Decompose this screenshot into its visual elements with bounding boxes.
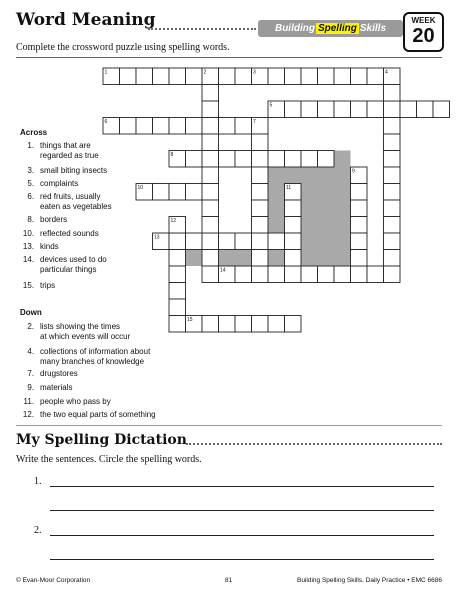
clue-text: drugstores xyxy=(40,369,78,378)
clue-text: kinds xyxy=(40,242,59,251)
cell-number: 4 xyxy=(385,69,388,76)
clue-text: trips xyxy=(40,281,56,290)
cell-number: 8 xyxy=(170,152,174,158)
crossword-cell[interactable] xyxy=(202,250,219,267)
crossword-cell[interactable] xyxy=(219,316,236,333)
crossword-cell[interactable] xyxy=(252,316,269,333)
crossword-cell[interactable] xyxy=(202,316,219,333)
clue-number: 9. xyxy=(27,383,34,392)
write-line-2b[interactable] xyxy=(50,559,434,560)
sentence-number-2: 2. xyxy=(34,525,42,536)
crossword-cell[interactable] xyxy=(285,316,302,333)
cell-number: 2 xyxy=(203,69,207,76)
crossword-cell[interactable] xyxy=(367,101,384,118)
crossword-cell[interactable] xyxy=(285,250,302,267)
crossword-cell[interactable] xyxy=(268,316,285,333)
clue-number: 1. xyxy=(27,141,34,150)
page-title: Word Meaning xyxy=(16,10,156,30)
crossword-cell[interactable] xyxy=(169,283,186,300)
crossword-cell[interactable] xyxy=(252,200,269,217)
crossword-cell[interactable] xyxy=(384,200,401,217)
cell-number: 15 xyxy=(187,317,193,323)
crossword-cell[interactable] xyxy=(186,151,203,168)
clue-number: 15. xyxy=(22,281,34,290)
clue-number: 4. xyxy=(27,347,34,356)
week-number: 20 xyxy=(412,25,435,47)
crossword-cell[interactable] xyxy=(169,299,186,316)
crossword-cell[interactable] xyxy=(186,118,203,135)
crossword-cell[interactable] xyxy=(202,85,219,102)
crossword-cell[interactable] xyxy=(351,233,368,250)
crossword-cell[interactable] xyxy=(285,266,302,283)
series-prefix: Building xyxy=(274,23,315,34)
crossword-cell[interactable] xyxy=(169,184,186,201)
clue-number: 12. xyxy=(22,410,34,419)
crossword-cell[interactable] xyxy=(384,134,401,151)
clue-text: the two equal parts of something xyxy=(40,410,156,419)
crossword-cell[interactable] xyxy=(318,266,335,283)
section-divider xyxy=(16,425,442,426)
dictation-title: My Spelling Dictation xyxy=(16,432,187,448)
crossword-cell[interactable] xyxy=(219,233,236,250)
sentence-number-1: 1. xyxy=(34,476,42,487)
crossword-cell[interactable] xyxy=(120,68,137,85)
clue-text: small biting insects xyxy=(40,166,108,175)
crossword-cell[interactable] xyxy=(219,118,236,135)
crossword-cell[interactable] xyxy=(268,68,285,85)
crossword-cell[interactable] xyxy=(318,101,335,118)
crossword-cell[interactable] xyxy=(285,68,302,85)
crossword-cell[interactable] xyxy=(186,233,203,250)
clue-text: materials xyxy=(40,383,73,392)
crossword-cell[interactable] xyxy=(318,151,335,168)
crossword-cell[interactable] xyxy=(384,266,401,283)
crossword-cell[interactable] xyxy=(202,266,219,283)
write-line-2a[interactable] xyxy=(50,535,434,536)
crossword-cell[interactable] xyxy=(351,250,368,267)
footer-series: Building Spelling Skills, Daily Practice • EMC 6686 xyxy=(297,577,442,584)
crossword-cell[interactable] xyxy=(235,233,252,250)
footer-page-number: 81 xyxy=(225,577,233,584)
crossword-cell[interactable] xyxy=(433,101,450,118)
crossword-cell[interactable] xyxy=(268,266,285,283)
shaded-block xyxy=(318,151,351,267)
clue-number: 11. xyxy=(23,397,34,406)
instructions: Complete the crossword puzzle using spelling words. xyxy=(16,42,230,53)
crossword-cell[interactable] xyxy=(367,266,384,283)
clue-text: things that are regarded as true xyxy=(40,141,99,160)
crossword-cell[interactable] xyxy=(384,184,401,201)
crossword-cell[interactable] xyxy=(384,217,401,234)
crossword-cell[interactable] xyxy=(285,151,302,168)
crossword-cell[interactable] xyxy=(351,266,368,283)
crossword-cell[interactable] xyxy=(351,68,368,85)
crossword-cell[interactable] xyxy=(384,85,401,102)
clue-text: collections of information about many branches of knowledge xyxy=(40,347,151,366)
cell-number: 5 xyxy=(269,102,273,109)
crossword-cell[interactable] xyxy=(252,134,269,151)
clue-number: 3. xyxy=(27,166,34,175)
crossword-cell[interactable] xyxy=(153,68,170,85)
crossword-cell[interactable] xyxy=(202,233,219,250)
crossword-cell[interactable] xyxy=(268,151,285,168)
crossword-cell[interactable] xyxy=(202,217,219,234)
crossword-cell[interactable] xyxy=(219,68,236,85)
crossword-cell[interactable] xyxy=(351,184,368,201)
crossword-cell[interactable] xyxy=(252,167,269,184)
crossword-cell[interactable] xyxy=(169,118,186,135)
week-label: WEEK xyxy=(411,16,436,25)
crossword-cell[interactable] xyxy=(235,68,252,85)
crossword-cell[interactable] xyxy=(351,101,368,118)
crossword-cell[interactable] xyxy=(252,217,269,234)
crossword-cell[interactable] xyxy=(384,233,401,250)
crossword-cell[interactable] xyxy=(202,200,219,217)
clue-text: people who pass by xyxy=(40,397,111,406)
clue-number: 13. xyxy=(22,242,34,251)
series-highlight: Spelling xyxy=(317,23,357,34)
crossword-cell[interactable] xyxy=(318,68,335,85)
crossword-cell[interactable] xyxy=(186,68,203,85)
crossword-cell[interactable] xyxy=(285,233,302,250)
crossword-cell[interactable] xyxy=(235,118,252,135)
crossword-cell[interactable] xyxy=(252,233,269,250)
clue-number: 10. xyxy=(22,229,34,238)
crossword-cell[interactable] xyxy=(202,118,219,135)
crossword-cell[interactable] xyxy=(169,316,186,333)
across-heading: Across xyxy=(20,128,48,137)
series-suffix: Skills xyxy=(359,23,387,34)
cell-number: 11 xyxy=(286,185,292,191)
cell-number: 3 xyxy=(253,69,256,76)
cell-number: 13 xyxy=(154,234,160,241)
clue-number: 7. xyxy=(27,369,34,378)
crossword-cell[interactable] xyxy=(202,151,219,168)
clue-text: complaints xyxy=(40,179,79,188)
crossword-cell[interactable] xyxy=(136,68,153,85)
cell-number: 9 xyxy=(352,168,355,175)
crossword-cell[interactable] xyxy=(235,151,252,168)
crossword-cell[interactable] xyxy=(367,68,384,85)
crossword-cell[interactable] xyxy=(384,167,401,184)
crossword-cell[interactable] xyxy=(120,118,137,135)
crossword-cell[interactable] xyxy=(384,250,401,267)
clue-text: red fruits, usually eaten as vegetables xyxy=(40,192,112,211)
crossword-cell[interactable] xyxy=(202,134,219,151)
crossword-cell[interactable] xyxy=(252,151,269,168)
clue-number: 2. xyxy=(27,322,34,331)
clue-number: 14. xyxy=(22,255,34,264)
write-line-1b[interactable] xyxy=(50,510,434,511)
crossword-cell[interactable] xyxy=(301,266,318,283)
crossword-cell[interactable] xyxy=(384,101,401,118)
crossword-cell[interactable] xyxy=(285,101,302,118)
cell-number: 1 xyxy=(104,69,108,76)
crossword-cell[interactable] xyxy=(202,101,219,118)
down-heading: Down xyxy=(20,308,42,317)
crossword-cell[interactable] xyxy=(153,118,170,135)
cell-number: 6 xyxy=(104,119,108,125)
crossword-cell[interactable] xyxy=(400,101,417,118)
crossword-cell[interactable] xyxy=(384,118,401,135)
clue-number: 5. xyxy=(27,179,34,188)
crossword-cell[interactable] xyxy=(202,167,219,184)
cell-number: 14 xyxy=(220,267,226,274)
crossword-cell[interactable] xyxy=(252,250,269,267)
dictation-instructions: Write the sentences. Circle the spelling words. xyxy=(16,454,202,465)
crossword-cell[interactable] xyxy=(334,266,351,283)
crossword-cell[interactable] xyxy=(153,184,170,201)
clue-text: borders xyxy=(40,215,68,224)
crossword-cell[interactable] xyxy=(334,101,351,118)
crossword-cell[interactable] xyxy=(235,266,252,283)
crossword-cell[interactable] xyxy=(169,233,186,250)
crossword-cell[interactable] xyxy=(351,200,368,217)
clue-text: reflected sounds xyxy=(40,229,99,238)
clue-text: lists showing the times at which events will occur xyxy=(40,322,131,341)
crossword-cell[interactable] xyxy=(219,151,236,168)
crossword-cell[interactable] xyxy=(169,250,186,267)
crossword-cell[interactable] xyxy=(301,151,318,168)
clue-number: 6. xyxy=(27,192,34,201)
crossword-cell[interactable] xyxy=(417,101,434,118)
dictation-title-rule xyxy=(186,443,442,445)
crossword-cell[interactable] xyxy=(169,266,186,283)
cell-number: 7 xyxy=(253,119,256,125)
cell-number: 12 xyxy=(170,218,177,224)
crossword-cell[interactable] xyxy=(235,316,252,333)
crossword-cell[interactable] xyxy=(252,266,269,283)
crossword-cell[interactable] xyxy=(268,233,285,250)
crossword-cell[interactable] xyxy=(202,184,219,201)
crossword-cell[interactable] xyxy=(186,184,203,201)
crossword-cell[interactable] xyxy=(301,68,318,85)
crossword-cell[interactable] xyxy=(285,200,302,217)
crossword-cell[interactable] xyxy=(136,118,153,135)
crossword-cell[interactable] xyxy=(169,68,186,85)
clue-number: 8. xyxy=(27,215,34,224)
crossword-cell[interactable] xyxy=(252,184,269,201)
crossword-cell[interactable] xyxy=(334,68,351,85)
crossword-cell[interactable] xyxy=(351,217,368,234)
crossword-cell[interactable] xyxy=(285,217,302,234)
cell-number: 10 xyxy=(137,185,144,191)
crossword-cell[interactable] xyxy=(384,151,401,168)
clue-text: devices used to do particular things xyxy=(40,255,107,274)
crossword-cell[interactable] xyxy=(301,101,318,118)
footer-copyright: © Evan-Moor Corporation xyxy=(16,577,91,584)
write-line-1a[interactable] xyxy=(50,486,434,487)
